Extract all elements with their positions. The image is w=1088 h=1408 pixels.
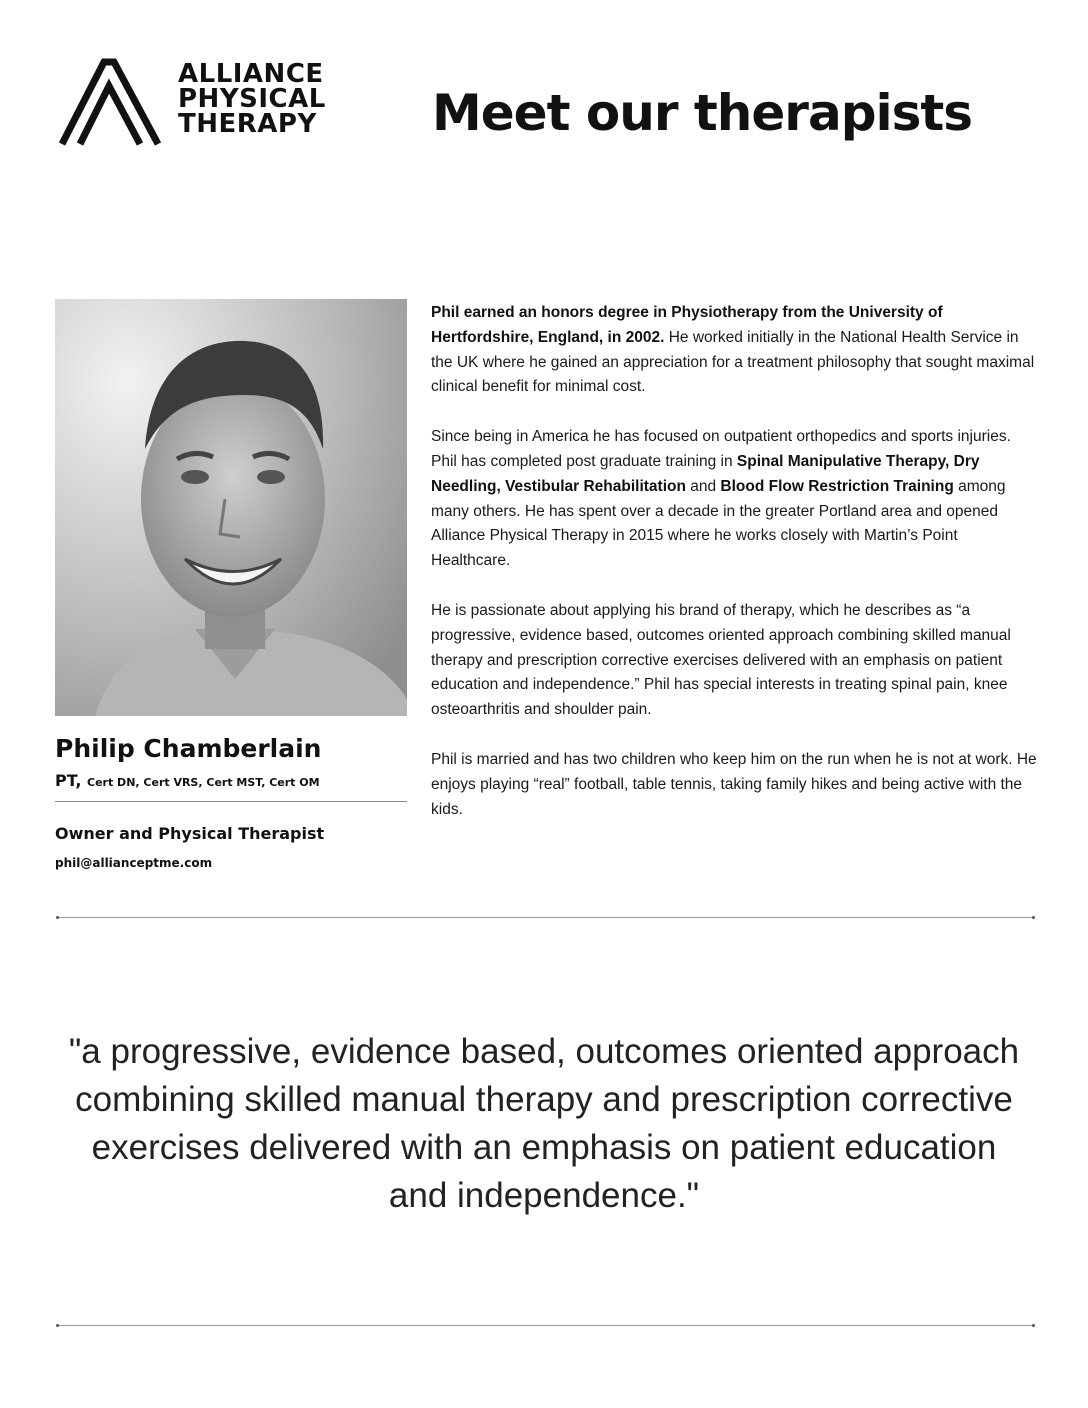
therapist-credentials — [55, 771, 320, 790]
bio-paragraph-4: Phil is married and has two children who keep him on the run when he is not at work. He enjoys playing “real” football, table tennis, taking family hikes and being active with the kids. — [431, 750, 1037, 818]
name-divider — [55, 801, 407, 802]
logo-line-3: THERAPY — [178, 109, 317, 139]
bio-p2-bold-2: Blood Flow Restriction Training — [720, 477, 954, 495]
pull-quote: "a progressive, evidence based, outcomes oriented approach combining skilled manual therapy and prescription corrective exercises delivered with an emphasis on patient education and independence." — [68, 1032, 1020, 1215]
bio-p1-rest: He worked initially in the National Health Service in the UK where he gained an appreciation for a treatment philosophy that sought maximal clinical benefit for minimal cost. — [431, 328, 1035, 396]
logo-line-1: ALLIANCE — [178, 59, 324, 89]
therapist-email-link[interactable]: phil@allianceptme.com — [55, 856, 213, 870]
credential-certs: Cert DN, Cert VRS, Cert MST, Cert OM — [87, 776, 320, 789]
therapist-name: Philip Chamberlain — [55, 734, 322, 763]
section-divider-top — [57, 917, 1034, 918]
bio-p2-c: and — [685, 477, 721, 495]
bio-p2-bold-1: Spinal Manipulative Therapy, Dry Needling, Vestibular Rehabilitation — [431, 452, 980, 495]
bio-p2-a: Since being in America he has focused on outpatient orthopedics and sports injuries. Phil has completed post graduate training in — [431, 428, 1011, 470]
logo-line-2: PHYSICAL — [178, 84, 326, 114]
bio-paragraph-1 — [431, 301, 1041, 400]
bio-p2-d: among many others. He has spent over a decade in the greater Portland area and opened Alliance Physical Therapy in 2015 where he works closely with Martin’s Point Healthcare. — [431, 477, 1006, 570]
therapist-bio — [431, 301, 1041, 847]
alliance-logo-mark-icon — [54, 52, 166, 150]
therapist-role: Owner and Physical Therapist — [55, 824, 325, 843]
page-title: Meet our therapists — [432, 84, 973, 142]
bio-paragraph-3: He is passionate about applying his brand of therapy, which he describes as “a progressive, evidence based, outcomes oriented approach combining skilled manual therapy and prescription corrective exercises delivered with an emphasis on patient education and independence.” Phil has special interests in treating spinal pain, knee osteoarthritis and shoulder pain. — [431, 601, 1011, 719]
credential-main: PT, — [55, 771, 82, 790]
bio-p1-bold: Phil earned an honors degree in Physiotherapy from the University of Hertfordshire, England, in 2002. — [431, 304, 943, 346]
section-divider-bottom — [57, 1325, 1034, 1326]
bio-paragraph-2 — [431, 425, 1041, 574]
therapist-portrait-photo — [55, 299, 407, 716]
logo-wordmark — [178, 59, 326, 139]
